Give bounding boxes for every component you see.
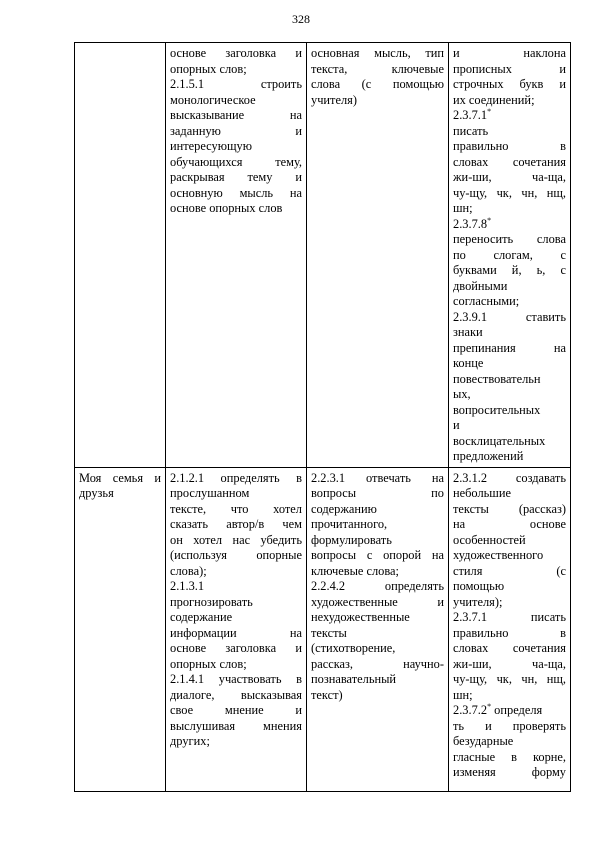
text-line: [453, 418, 566, 434]
line-text: изменяя форму: [453, 765, 566, 779]
text-line: [453, 688, 566, 704]
text-line: [170, 657, 302, 673]
line-text: свое мнение и: [170, 703, 302, 717]
line-text: повествовательн: [453, 371, 541, 386]
text-line: [453, 263, 566, 279]
text-line: [453, 139, 566, 155]
text-line: [170, 719, 302, 735]
line-text: друзья: [79, 486, 114, 500]
line-text: учителя): [311, 92, 357, 107]
line-text: гласные в корне,: [453, 749, 566, 764]
line-text: художественного: [453, 548, 544, 562]
text-line: [453, 595, 566, 611]
line-text: текст): [311, 687, 343, 702]
text-line: [453, 517, 566, 533]
line-text: рассказ, научно-: [311, 656, 444, 671]
text-line: [453, 657, 566, 673]
line-text: по слогам, с: [453, 247, 566, 262]
text-line: [311, 610, 444, 626]
line-text: опорных слов;: [170, 656, 247, 671]
text-line: [453, 232, 566, 248]
topic-cell: [75, 43, 166, 468]
text-line: [453, 734, 566, 750]
text-line: [453, 434, 566, 450]
text-line: [311, 688, 444, 704]
text-line: [453, 341, 566, 357]
text-line: [453, 325, 566, 341]
table-row: [75, 43, 571, 468]
text-line: [311, 626, 444, 642]
line-text: слова (с помощью: [311, 77, 444, 91]
line-text: жи-ши, ча-ща,: [453, 656, 566, 671]
text-line: [170, 564, 302, 580]
text-line: [453, 248, 566, 264]
text-line: [311, 533, 444, 549]
text-line: [453, 403, 566, 419]
text-line: [453, 310, 566, 326]
text-line: [453, 77, 566, 93]
text-line: [311, 502, 444, 518]
text-line: [170, 641, 302, 657]
text-line: [311, 595, 444, 611]
line-text: содержанию: [311, 501, 377, 516]
text-line: [453, 502, 566, 518]
line-text: помощью: [453, 579, 505, 593]
writing-cell: [449, 43, 571, 468]
text-line: [311, 548, 444, 564]
line-text: Моя семья и: [79, 470, 161, 485]
line-text: 2.1.5.1 строить: [170, 77, 302, 91]
text-line: [453, 62, 566, 78]
text-line: [311, 93, 444, 109]
line-text: нехудожественные: [311, 610, 410, 624]
line-text: жи-ши, ча-ща,: [453, 170, 566, 184]
line-text: тексте, что хотел: [170, 501, 302, 516]
text-line: [453, 46, 566, 62]
line-text: 2.1.3.1: [170, 579, 205, 593]
line-text: 2.1.4.1 участвовать в: [170, 672, 302, 686]
text-line: [170, 186, 302, 202]
line-text: согласными;: [453, 294, 520, 308]
text-line: [453, 170, 566, 186]
text-line: [170, 201, 302, 217]
line-text: прочитанного,: [311, 517, 388, 531]
text-line: [453, 372, 566, 388]
line-text: ть и проверять: [453, 718, 566, 733]
text-line: [453, 449, 566, 465]
line-text: переносить слова: [453, 232, 566, 246]
text-line: [453, 108, 566, 124]
line-text: вопросы по: [311, 486, 444, 500]
line-text: строчных букв и: [453, 77, 566, 91]
text-line: [170, 548, 302, 564]
text-line: [453, 356, 566, 372]
line-text: основная мысль, тип: [311, 46, 444, 60]
line-text: информации на: [170, 625, 302, 640]
topic-cell: [75, 467, 166, 791]
text-line: [453, 93, 566, 109]
text-line: [453, 217, 566, 233]
line-text: высказывание на: [170, 108, 302, 122]
text-line: [170, 155, 302, 171]
line-text: обучающихся тему,: [170, 154, 302, 169]
line-text: монологическое: [170, 92, 256, 107]
line-text: восклицательных: [453, 433, 546, 448]
text-line: [170, 471, 302, 487]
line-text: правильно в: [453, 625, 566, 640]
text-line: [453, 672, 566, 688]
line-text: чу-щу, чк, чн, нщ,: [453, 672, 566, 686]
line-text: и наклона: [453, 46, 566, 60]
table-row: [75, 467, 571, 791]
text-line: [170, 486, 302, 502]
line-text: 2.1.2.1 определять в: [170, 470, 302, 485]
text-line: [311, 46, 444, 62]
line-text: на основе: [453, 517, 566, 531]
text-line: [311, 517, 444, 533]
text-line: [170, 734, 302, 750]
line-text: словах сочетания: [453, 154, 566, 169]
line-text: (используя опорные: [170, 548, 302, 562]
line-text: формулировать: [311, 532, 392, 547]
line-text: предложений: [453, 449, 524, 463]
line-text: вопросы с опорой на: [311, 548, 444, 562]
text-line: [170, 77, 302, 93]
footnote-marker: *: [487, 106, 492, 116]
line-text: прослушанном: [170, 486, 250, 500]
line-text: прописных и: [453, 61, 566, 76]
line-text: 2.2.3.1 отвечать на: [311, 470, 444, 485]
text-line: [453, 186, 566, 202]
text-line: [79, 471, 161, 487]
line-text: диалоге, высказывая: [170, 687, 302, 702]
line-text: слова);: [170, 563, 207, 578]
text-line: [453, 486, 566, 502]
line-text: тексты (рассказ): [453, 501, 566, 516]
footnote-marker: *: [487, 701, 492, 711]
text-line: [453, 387, 566, 403]
text-line: [170, 533, 302, 549]
line-text: стиля (с: [453, 563, 566, 578]
line-text: ых,: [453, 387, 471, 401]
text-line: [453, 155, 566, 171]
text-line: [311, 672, 444, 688]
text-line: [170, 703, 302, 719]
line-text: шн;: [453, 687, 473, 702]
line-text: и: [453, 418, 460, 432]
line-text: он хотел нас убедить: [170, 532, 302, 547]
text-line: [453, 471, 566, 487]
text-line: [311, 564, 444, 580]
line-text: особенностей: [453, 532, 526, 547]
curriculum-table: [74, 42, 571, 792]
text-line: [311, 62, 444, 78]
line-text: шн;: [453, 201, 473, 215]
line-text: опорных слов;: [170, 61, 247, 76]
line-text: прогнозировать: [170, 594, 253, 609]
text-line: [453, 124, 566, 140]
line-text: двойными: [453, 278, 508, 293]
line-text: учителя);: [453, 594, 503, 609]
line-text: выслушивая мнения: [170, 718, 302, 733]
text-line: [170, 108, 302, 124]
text-line: [170, 93, 302, 109]
line-text: познавательный: [311, 672, 397, 686]
text-line: [170, 672, 302, 688]
line-text: 2.3.7.1: [453, 108, 488, 122]
line-text: художественные и: [311, 594, 444, 609]
line-text: 2.3.9.1 ставить: [453, 309, 566, 324]
line-text: раскрывая тему и: [170, 170, 302, 184]
text-line: [170, 62, 302, 78]
text-line: [453, 201, 566, 217]
text-line: [170, 688, 302, 704]
text-line: [453, 294, 566, 310]
text-line: [453, 548, 566, 564]
line-text: препинания на: [453, 340, 566, 355]
line-text: определя: [491, 703, 543, 717]
text-line: [170, 517, 302, 533]
text-line: [453, 641, 566, 657]
line-text: правильно в: [453, 139, 566, 153]
line-text: заданную и: [170, 123, 302, 138]
line-text: вопросительных: [453, 402, 541, 417]
text-line: [170, 46, 302, 62]
text-line: [170, 139, 302, 155]
line-text: 2.3.7.2: [453, 703, 488, 717]
line-text: небольшие: [453, 486, 511, 500]
text-line: [453, 626, 566, 642]
line-text: 2.3.1.2 создавать: [453, 470, 566, 485]
text-line: [311, 486, 444, 502]
text-line: [453, 533, 566, 549]
reading-cell: [307, 43, 449, 468]
text-line: [170, 595, 302, 611]
line-text: писать: [453, 123, 489, 138]
line-text: основе заголовка и: [170, 46, 302, 60]
line-text: основную мысль на: [170, 185, 302, 200]
text-line: [311, 77, 444, 93]
text-line: [311, 657, 444, 673]
line-text: интересующую: [170, 139, 252, 153]
writing-cell: [449, 467, 571, 791]
line-text: 2.3.7.8: [453, 216, 488, 231]
line-text: конце: [453, 356, 484, 370]
line-text: текста, ключевые: [311, 61, 444, 76]
line-text: ключевые слова;: [311, 563, 399, 578]
reading-cell: [307, 467, 449, 791]
listening-speaking-cell: [166, 43, 307, 468]
line-text: сказать автор/в чем: [170, 517, 302, 531]
text-line: [453, 703, 566, 719]
text-line: [453, 610, 566, 626]
line-text: тексты: [311, 625, 347, 640]
text-line: [453, 579, 566, 595]
line-text: (стихотворение,: [311, 641, 396, 655]
line-text: 2.3.7.1 писать: [453, 610, 566, 624]
text-line: [453, 279, 566, 295]
line-text: основе опорных слов: [170, 201, 283, 215]
text-line: [79, 486, 161, 502]
text-line: [453, 564, 566, 580]
text-line: [311, 641, 444, 657]
line-text: содержание: [170, 610, 233, 624]
text-line: [170, 610, 302, 626]
footnote-marker: *: [487, 215, 492, 225]
text-line: [170, 626, 302, 642]
listening-speaking-cell: [166, 467, 307, 791]
line-text: безударные: [453, 734, 514, 748]
text-line: [453, 719, 566, 735]
line-text: 2.2.4.2 определять: [311, 579, 444, 593]
text-line: [311, 471, 444, 487]
line-text: других;: [170, 734, 210, 748]
line-text: знаки: [453, 325, 483, 339]
text-line: [170, 579, 302, 595]
text-line: [453, 765, 566, 781]
line-text: словах сочетания: [453, 641, 566, 655]
text-line: [453, 750, 566, 766]
line-text: буквами й, ь, с: [453, 263, 566, 277]
line-text: их соединений;: [453, 92, 535, 107]
text-line: [170, 124, 302, 140]
page-number: 328: [292, 12, 310, 26]
line-text: основе заголовка и: [170, 641, 302, 655]
text-line: [170, 502, 302, 518]
line-text: чу-щу, чк, чн, нщ,: [453, 185, 566, 200]
text-line: [170, 170, 302, 186]
text-line: [311, 579, 444, 595]
